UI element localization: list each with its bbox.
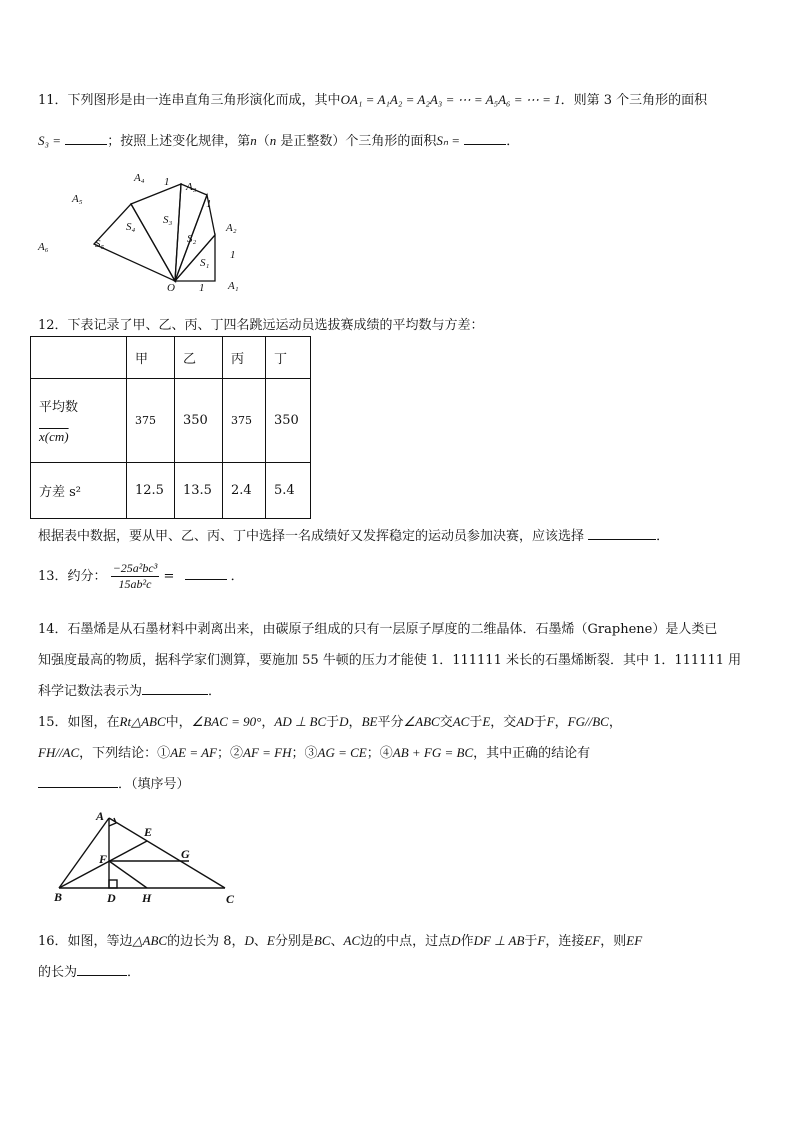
table-row-label — [31, 379, 127, 463]
text: ，连接 — [545, 934, 585, 949]
text: ，交 — [490, 715, 517, 730]
figure-label: A₅ — [72, 193, 83, 205]
text: 于 — [469, 715, 483, 730]
table-header-cell: 丙 — [223, 337, 266, 379]
text: ；② — [217, 746, 244, 761]
figure-label: S₄ — [126, 221, 136, 233]
conclusion-1: AE = AF — [170, 745, 217, 760]
text: 的边长为 8， — [167, 934, 245, 949]
table-cell: 12.5 — [127, 463, 175, 519]
mean-label: 平均数 — [39, 400, 79, 415]
text: ；④ — [366, 746, 393, 761]
text: ， — [261, 715, 275, 730]
figure-label: S₂ — [187, 233, 197, 245]
text: 平分 — [377, 715, 404, 730]
table-cell: 13.5 — [175, 463, 223, 519]
table-header-cell: 丁 — [266, 337, 311, 379]
text: 的长为 — [38, 965, 78, 980]
q11-intro: 下列图形是由一连串直角三角形演化而成，其中 — [67, 93, 341, 108]
math: AC — [452, 714, 470, 729]
fraction-numerator: −25a²bc³ — [112, 561, 158, 575]
q13-fraction — [111, 561, 160, 592]
q12-text: 下表记录了甲、乙、丙、丁四名跳远运动员选拔赛成绩的平均数与方差： — [67, 318, 484, 333]
q14-line3-text: 科学记数法表示为 — [38, 684, 143, 699]
q11-ask-nth: ；按照上述变化规律，第 — [107, 134, 251, 149]
table-header-row — [31, 337, 311, 379]
math: F — [546, 714, 555, 729]
text: ，下列结论：① — [79, 746, 171, 761]
math: D — [339, 714, 349, 729]
table-row — [31, 463, 311, 519]
text: 、 — [253, 934, 267, 949]
math: F — [537, 933, 546, 948]
q11-ask-nth-mid: 是正整数）个三角形的面积 — [276, 134, 437, 149]
math: EF — [626, 933, 643, 948]
triangle-abc-figure — [50, 808, 250, 908]
figure-label: A₃ — [186, 181, 197, 193]
table-header-cell — [31, 337, 127, 379]
score-table — [30, 336, 311, 519]
q13-line — [38, 561, 244, 592]
math: FG//BC — [567, 714, 609, 729]
text: ，其中正确的结论有 — [473, 746, 591, 761]
text: ，则 — [600, 934, 627, 949]
text: 16．如图，等边 — [38, 934, 133, 949]
q11-line1 — [38, 89, 707, 108]
text: 中， — [165, 715, 192, 730]
point-label: B — [54, 890, 63, 904]
math: D — [451, 933, 461, 948]
period: ． — [127, 965, 141, 980]
q16-line2 — [38, 961, 140, 980]
text: ， — [554, 715, 568, 730]
figure-label: A₁ — [228, 280, 239, 292]
figure-label: O — [167, 282, 175, 294]
point-label: H — [142, 891, 152, 905]
table-header-cell: 甲 — [127, 337, 175, 379]
text: 边的中点，过点 — [360, 934, 452, 949]
q11-ask-third: ．则第 3 个三角形的面积 — [560, 93, 708, 108]
math: AD ⊥ BC — [274, 714, 327, 729]
point-label: E — [144, 825, 153, 839]
period: ． — [656, 529, 670, 544]
q14-line2: 知强度最高的物质，据科学家们测算，要施加 55 牛顿的压力才能使 1．111111 米长的石墨烯断裂．其中 1．111111 用 — [38, 653, 742, 668]
q16-answer-blank[interactable] — [77, 975, 127, 976]
table-cell: 5.4 — [266, 463, 311, 519]
segment-fh — [109, 861, 147, 888]
text: ， — [608, 715, 622, 730]
q15-line1 — [38, 711, 622, 730]
q14-line3 — [38, 680, 221, 699]
q11-equation: OA₁ = A₁A₂ = A₂A₃ = ⋯ = A₅A₆ = ⋯ = 1 — [340, 92, 561, 107]
q12-after — [38, 525, 669, 544]
period: ． — [230, 569, 244, 584]
table-header-cell: 乙 — [175, 337, 223, 379]
n-variable: n — [250, 133, 257, 148]
math: AD — [516, 714, 534, 729]
point-label: A — [96, 809, 105, 823]
conclusion-4: AB + FG = BC — [392, 745, 474, 760]
table-cell: 375 — [127, 379, 175, 463]
table-cell: 375 — [223, 379, 266, 463]
q15-answer-blank[interactable] — [38, 787, 118, 788]
text: 分别是 — [274, 934, 314, 949]
table-cell: 350 — [175, 379, 223, 463]
text: 于 — [533, 715, 547, 730]
point-label: F — [99, 852, 108, 866]
fraction-denominator: 15ab²c — [118, 577, 152, 591]
q13-answer-blank[interactable] — [185, 579, 227, 580]
spiral-triangles-figure — [34, 168, 264, 294]
period: ． — [506, 134, 520, 149]
figure-label: 1 — [199, 282, 205, 294]
q13-label: 13．约分： — [38, 569, 107, 584]
q12-answer-blank[interactable] — [588, 539, 656, 540]
math: ∠ABC — [403, 714, 440, 729]
q16-line1 — [38, 930, 642, 949]
s3-label: S₃ = — [38, 133, 62, 148]
right-angle-d — [109, 880, 117, 888]
figure-label: 1 — [230, 249, 236, 261]
math: FH//AC — [38, 745, 80, 760]
q12-line — [38, 314, 484, 333]
math: BC — [313, 933, 331, 948]
figure-label: S₅ — [95, 238, 105, 250]
math: BE — [361, 714, 378, 729]
math: DF ⊥ AB — [473, 933, 525, 948]
q11-line2 — [38, 130, 519, 149]
text: 15．如图，在 — [38, 715, 120, 730]
segment-ac — [109, 818, 225, 888]
figure-label: 1 — [206, 198, 212, 210]
sn-label: Sₙ = — [436, 133, 461, 148]
math: △ABC — [132, 933, 168, 948]
table-cell: 350 — [266, 379, 311, 463]
question-number: 11． — [38, 93, 68, 108]
text: 于 — [326, 715, 340, 730]
math: D — [244, 933, 254, 948]
q12-after-text: 根据表中数据，要从甲、乙、丙、丁中选择一名成绩好又发挥稳定的运动员参加决赛，应该选择 — [38, 529, 585, 544]
table-cell: 2.4 — [223, 463, 266, 519]
text: 作 — [460, 934, 474, 949]
text: 交 — [439, 715, 453, 730]
n-variable: n — [269, 133, 277, 148]
conclusion-2: AF = FH — [243, 745, 292, 760]
figure-label: A₂ — [226, 222, 237, 234]
figure-label: A₆ — [38, 241, 49, 253]
q14-answer-blank[interactable] — [142, 694, 208, 695]
q15-line2 — [38, 742, 590, 761]
text: ．（填序号） — [118, 777, 190, 792]
figure-label: S₁ — [200, 257, 210, 269]
q14-line1: 14．石墨烯是从石墨材料中剥离出来，由碳原子组成的只有一层原子厚度的二维晶体．石墨烯（Graphene）是人类已 — [38, 622, 718, 637]
point-label: G — [181, 847, 190, 861]
point-label: C — [226, 892, 235, 906]
paren: （ — [256, 134, 270, 149]
text: ， — [348, 715, 362, 730]
figure-label: 1 — [164, 176, 170, 188]
figure-label: A₄ — [134, 172, 145, 184]
sn-answer-blank[interactable] — [464, 144, 506, 145]
equals-sign: = — [163, 569, 175, 584]
math: E — [482, 714, 491, 729]
math: AC — [343, 933, 361, 948]
math: Rt△ABC — [119, 714, 166, 729]
period: ． — [208, 684, 222, 699]
s3-answer-blank[interactable] — [65, 144, 107, 145]
text: 于 — [524, 934, 538, 949]
math: ∠BAC = 90° — [191, 714, 262, 729]
math: EF — [584, 933, 601, 948]
point-label: D — [107, 891, 116, 905]
table-row-label: 方差 s² — [31, 463, 127, 519]
triangle-s4 — [131, 184, 181, 281]
conclusion-3: AG = CE — [317, 745, 367, 760]
math: E — [266, 933, 275, 948]
text: 、 — [330, 934, 344, 949]
text: ；③ — [291, 746, 318, 761]
mean-unit-label: x(cm) — [39, 429, 69, 444]
figure-label: S₃ — [163, 214, 173, 226]
question-number: 12． — [38, 318, 68, 333]
table-row — [31, 379, 311, 463]
q15-line3 — [38, 773, 190, 792]
